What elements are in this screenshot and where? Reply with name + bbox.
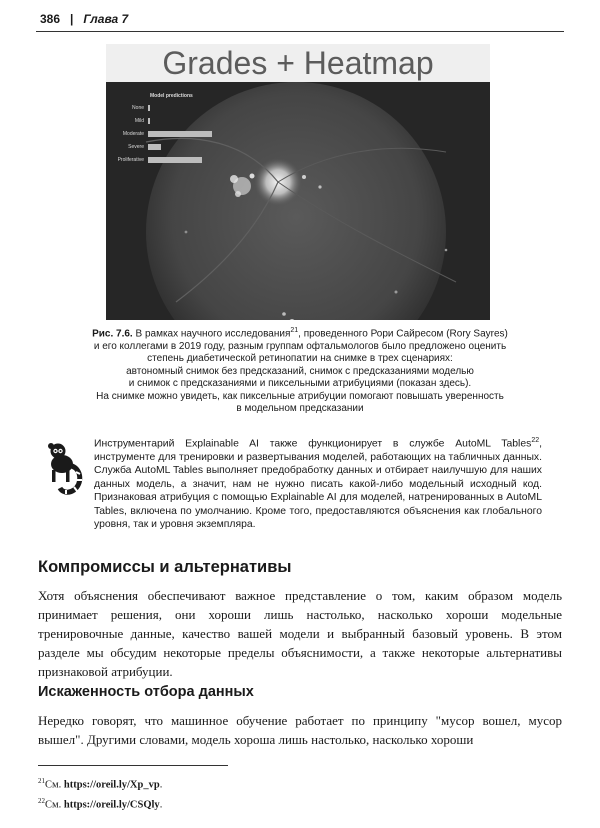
- subsection-paragraph: Нередко говорят, что машинное обучение работает по принципу "мусор вошел, мусор вышел". Другими словами, модель хороша лишь настолько, насколько хороши: [38, 713, 562, 747]
- caption-text: , проведенного Рори Сайресом (Rory Sayres): [298, 328, 508, 340]
- model-predictions-label: Model predictions: [150, 93, 193, 99]
- fundus-image: [106, 82, 490, 320]
- footnote-prefix: См.: [45, 799, 64, 811]
- figure-caption: [60, 325, 540, 416]
- prediction-bar: [148, 131, 212, 137]
- prediction-label: Mild: [134, 118, 144, 124]
- caption-line: На снимке можно увидеть, как пиксельные атрибуции помогают повышать уверенность: [96, 390, 504, 402]
- footnote-ref: 21: [290, 327, 299, 334]
- footnote-rule: [38, 765, 228, 766]
- chapter-title: Глава 7: [83, 12, 129, 26]
- footnote-21: [38, 777, 162, 791]
- subsection-heading: Искаженность отбора данных: [38, 684, 254, 700]
- prediction-bar: [148, 118, 150, 124]
- prediction-bar: [148, 105, 150, 111]
- figure-banner-title: Grades + Heatmap: [162, 45, 434, 81]
- prediction-label: None: [132, 105, 144, 111]
- footnote-prefix: См.: [45, 779, 64, 791]
- section-paragraph: Хотя объяснения обеспечивают важное представление о том, каким образом модель принимает решения, они хороши лишь настолько, насколько хороши модельные тренировочные данные, качество вашей модели и выбранный базовый уровень. В этом разделе мы обсудим некоторые пределы объяснимости, а также некоторые альтернативы признаковой атрибуции.: [38, 588, 562, 679]
- caption-line: и снимок с предсказаниями и пиксельными атрибуциями (показан здесь).: [128, 378, 472, 390]
- caption-line: в модельном предсказании: [236, 403, 364, 415]
- figure-number: Рис. 7.6.: [92, 328, 133, 340]
- footnote-ref: 22: [531, 437, 540, 444]
- footnote-suffix: .: [159, 779, 163, 791]
- prediction-bar: [148, 144, 161, 150]
- caption-text: В рамках научного исследования: [132, 328, 291, 340]
- footnote-22: [38, 797, 162, 811]
- figure-fundus-heatmap: [106, 44, 490, 320]
- page-number: 386: [40, 12, 61, 26]
- running-header: [40, 12, 128, 26]
- header-rule: [36, 31, 564, 32]
- footnote-link[interactable]: https://oreil.ly/CSQly: [63, 799, 160, 811]
- prediction-label: Severe: [128, 144, 144, 150]
- lemur-note-icon: [38, 440, 84, 496]
- caption-line: и его коллегами в 2019 году, разным группам офтальмологов было предложено оценить: [93, 340, 507, 352]
- footnote-suffix: .: [159, 799, 163, 811]
- footnote-number: 22: [38, 797, 45, 805]
- prediction-bar: [148, 157, 202, 163]
- note-block: [94, 434, 542, 531]
- prediction-label: Proliferative: [117, 157, 144, 163]
- footnote-number: 21: [38, 777, 45, 785]
- caption-line: автономный снимок без предсказаний, снимок с предсказаниями моделью: [126, 365, 474, 377]
- note-text: Инструментарий Explainable AI также функционирует в службе AutoML Tables: [94, 438, 532, 450]
- section-heading: Компромиссы и альтернативы: [38, 558, 292, 576]
- header-separator: |: [70, 12, 74, 26]
- prediction-label: Moderate: [122, 131, 144, 137]
- note-text: , инструменте для тренировки и развертывания моделей, работающих на табличных данных. Служба AutoML Tables выполняет предобработку данных и отбирает наилучшую для наших данных модель, а значит, нам не нужно писать какой-либо модельный исходный код. Признаковая атрибуция с помощью Explainable AI для моделей, натренированных в AutoML Tables, включена по умолчанию. Кроме того, предоставляются объяснения как глобального уровня, так и уровня экземпляра.: [94, 438, 542, 530]
- footnote-link[interactable]: https://oreil.ly/Xp_vp: [63, 779, 160, 791]
- caption-line: степень диабетической ретинопатии на снимке в трех сценариях:: [147, 353, 453, 365]
